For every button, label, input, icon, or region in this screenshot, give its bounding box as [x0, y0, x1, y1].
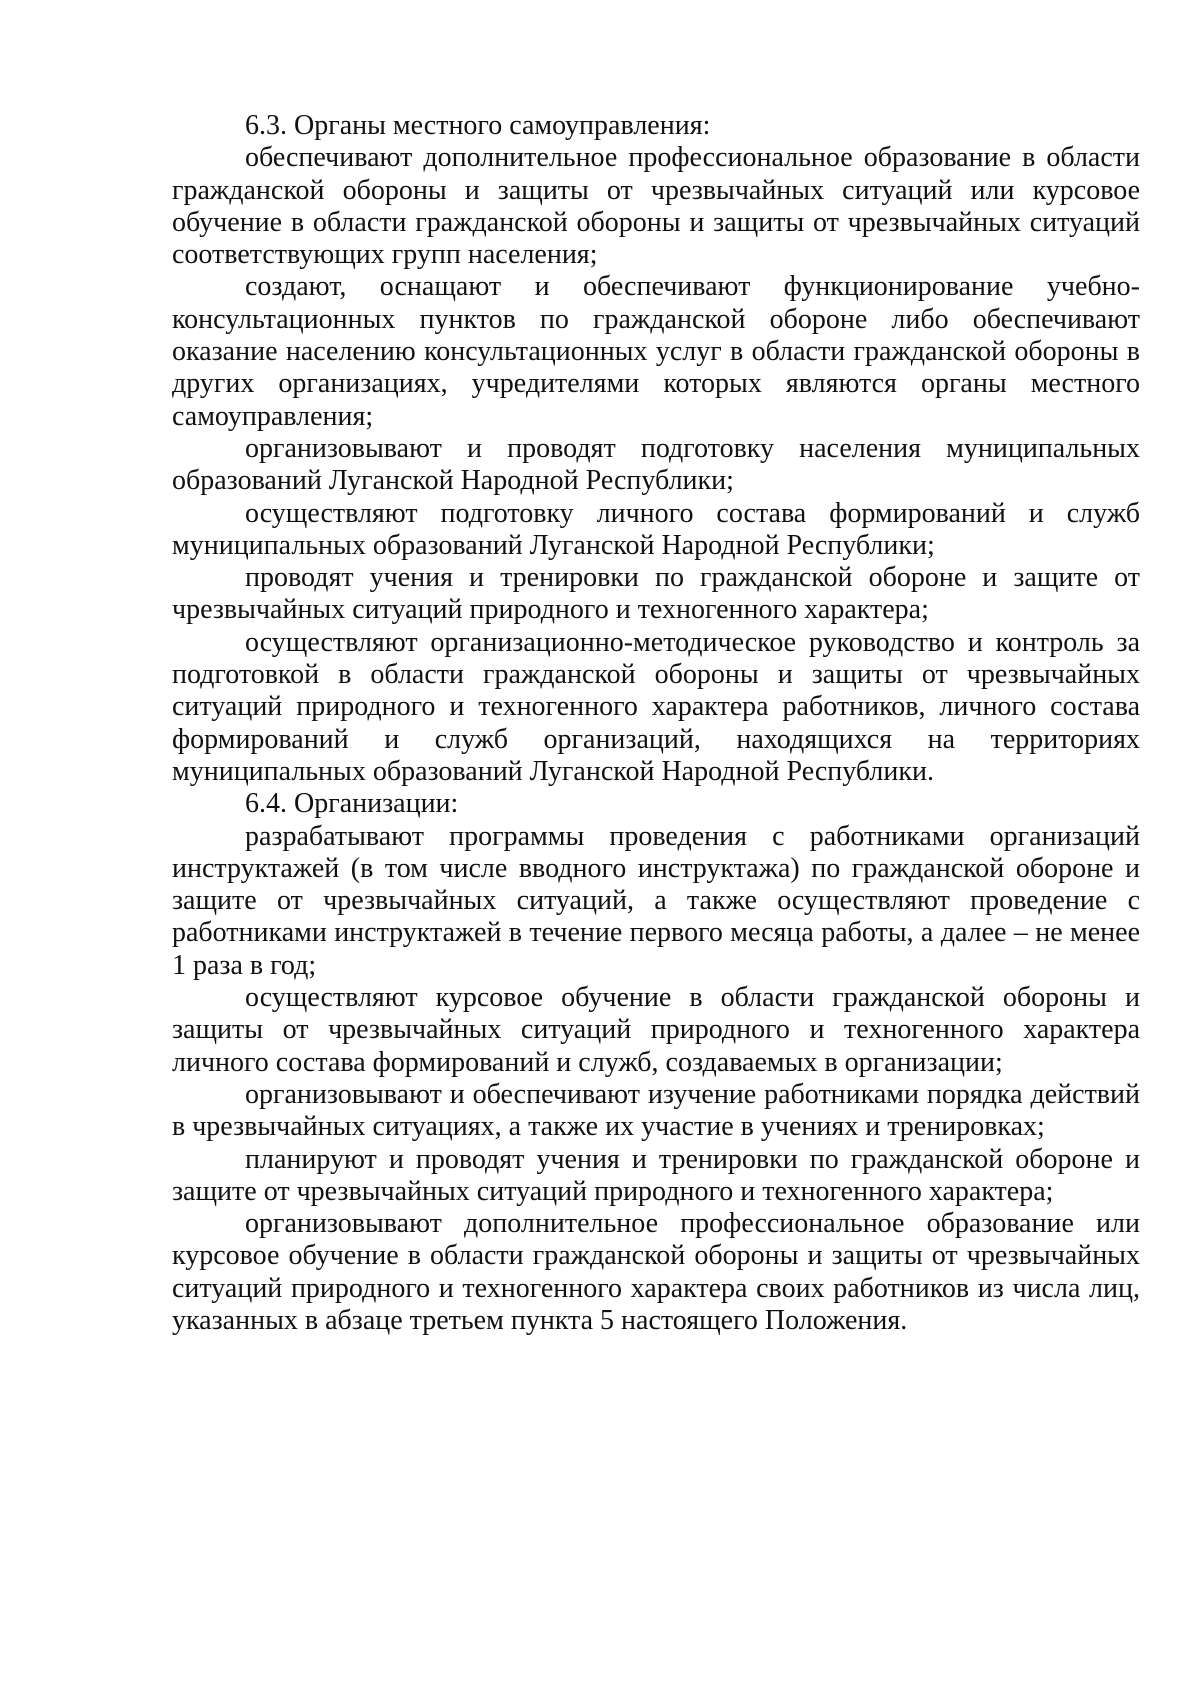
document-page: [172, 110, 1140, 1337]
paragraph-6-3-4: осуществляют подготовку личного состава формирований и служб муниципальных образований Луганской Народной Республики;: [172, 497, 1140, 561]
paragraph-6-3-2: создают, оснащают и обеспечивают функционирование учебно-консультационных пунктов по гражданской обороне либо обеспечивают оказание населению консультационных услуг в области гражданской обороны в других организациях, учредителями которых являются органы местного самоуправления;: [172, 271, 1140, 432]
section-heading-6-4: 6.4. Организации:: [245, 788, 459, 820]
paragraph-6-3-1: обеспечивают дополнительное профессиональное образование в области гражданской обороны и защиты от чрезвычайных ситуаций или курсовое обучение в области гражданской обороны и защиты от чрезвычайных ситуаций соответствующих групп населения;: [172, 142, 1140, 271]
paragraph-6-4-3: организовывают и обеспечивают изучение работниками порядка действий в чрезвычайных ситуациях, а также их участие в учениях и тренировках;: [172, 1078, 1140, 1143]
section-heading-6-3: 6.3. Органы местного самоуправления:: [245, 110, 711, 141]
paragraph-6-4-5: организовывают дополнительное профессиональное образование или курсовое обучение в области гражданской обороны и защиты от чрезвычайных ситуаций природного и техногенного характера своих работников из числа лиц, указанных в абзаце третьем пункта 5 настоящего Положения.: [172, 1208, 1140, 1336]
paragraph-6-4-2: осуществляют курсовое обучение в области гражданской обороны и защиты от чрезвычайных ситуаций природного и техногенного характера личного состава формирований и служб, создаваемых в организации;: [172, 982, 1140, 1078]
paragraph-6-3-6: осуществляют организационно-методическое руководство и контроль за подготовкой в области гражданской обороны и защиты от чрезвычайных ситуаций природного и техногенного характера работников, личного состава формирований и служб организаций, находящихся на территориях муниципальных образований Луганской Народной Республики.: [172, 626, 1140, 787]
paragraph-6-3-3: организовывают и проводят подготовку населения муниципальных образований Луганской Народной Республики;: [172, 432, 1140, 497]
paragraph-6-3-5: проводят учения и тренировки по гражданской обороне и защите от чрезвычайных ситуаций природного и техногенного характера;: [172, 562, 1140, 626]
paragraph-6-4-1: разрабатывают программы проведения с работниками организаций инструктажей (в том числе вводного инструктажа) по гражданской обороне и защите от чрезвычайных ситуаций, а также осуществляют проведение с работниками инструктажей в течение первого месяца работы, а далее – не менее 1 раза в год;: [172, 820, 1140, 981]
paragraph-6-4-4: планируют и проводят учения и тренировки по гражданской обороне и защите от чрезвычайных ситуаций природного и техногенного характера;: [172, 1143, 1140, 1207]
